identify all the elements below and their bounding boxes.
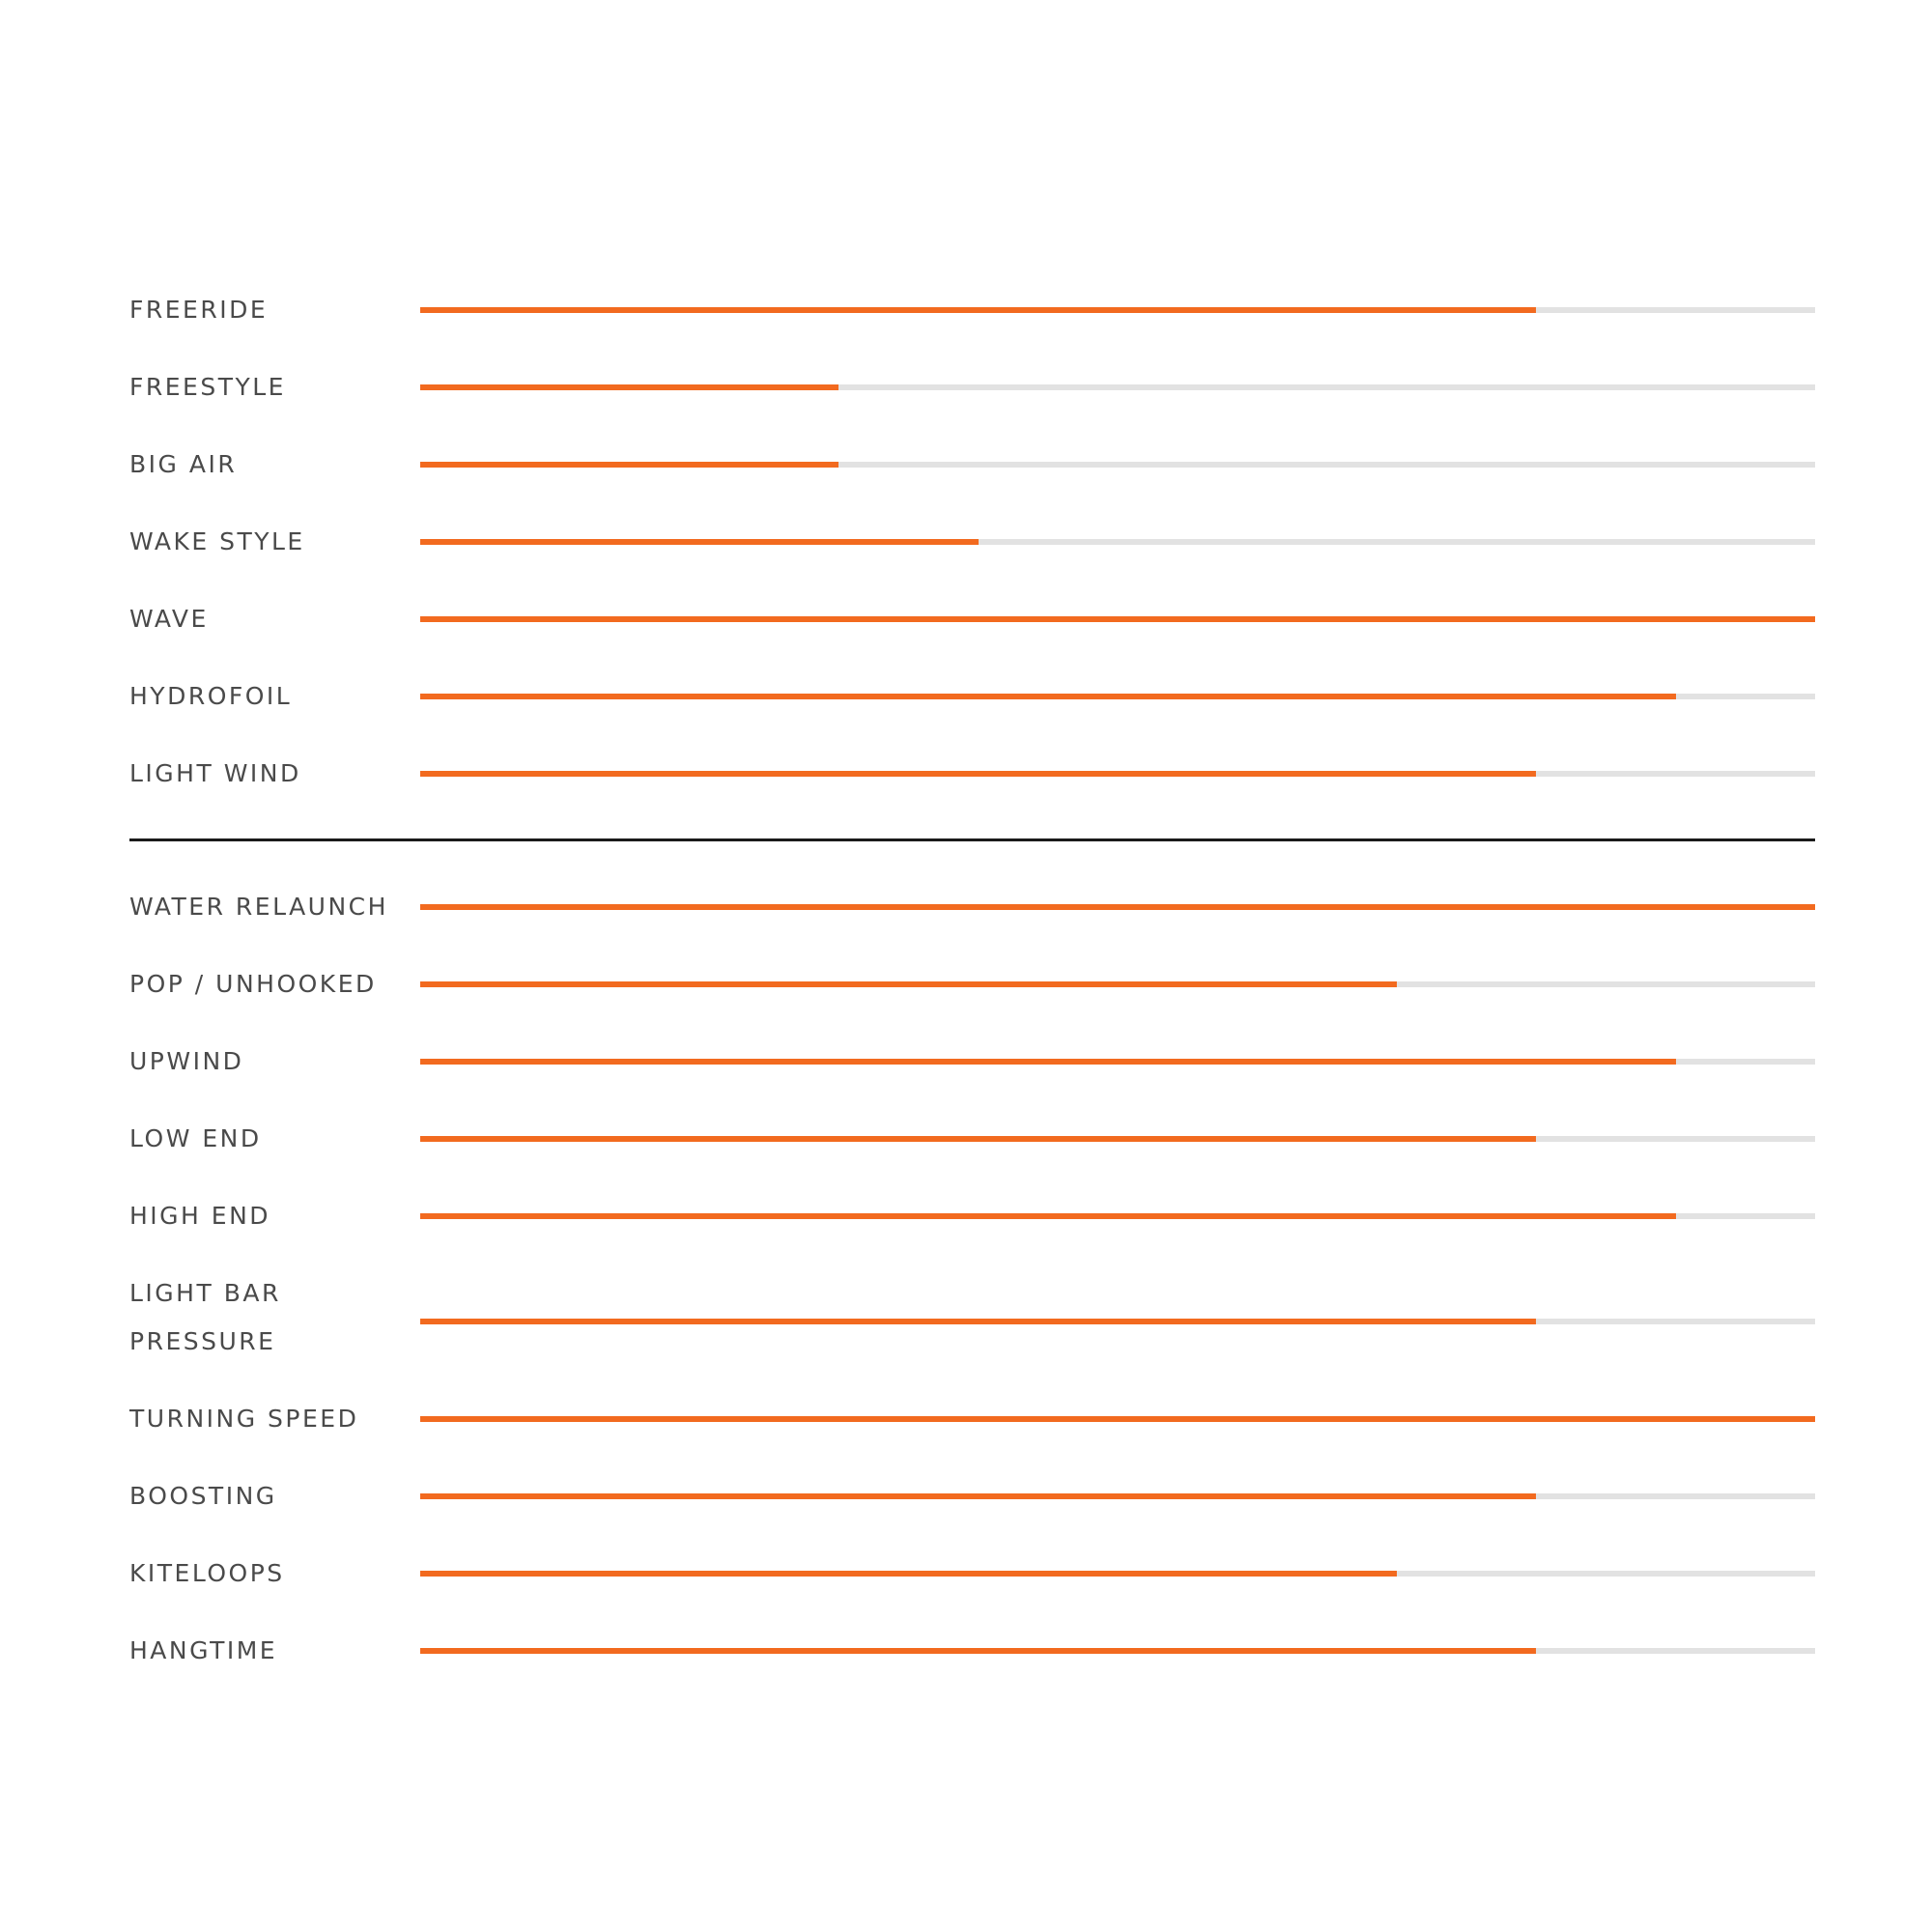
rating-track	[420, 981, 1815, 987]
rating-track	[420, 1213, 1815, 1219]
rating-bar	[420, 904, 1815, 910]
rating-track	[420, 462, 1815, 468]
rating-label: LIGHT BAR PRESSURE	[129, 1279, 281, 1355]
rating-bar	[420, 616, 1815, 622]
rating-label: FREERIDE	[129, 296, 269, 324]
rating-bar	[420, 1059, 1676, 1065]
rating-bar	[420, 539, 979, 545]
rating-label: KITELOOPS	[129, 1559, 285, 1587]
rating-track	[420, 1648, 1815, 1654]
rating-track	[420, 694, 1815, 699]
rating-track	[420, 1059, 1815, 1065]
rating-label: BIG AIR	[129, 450, 238, 478]
rating-track	[420, 904, 1815, 910]
rating-track	[420, 307, 1815, 313]
rating-track	[420, 384, 1815, 390]
rating-label: TURNING SPEED	[129, 1405, 359, 1433]
rating-track	[420, 771, 1815, 777]
rating-label: LIGHT WIND	[129, 759, 301, 787]
group-divider	[129, 838, 1815, 841]
rating-label: HANGTIME	[129, 1636, 278, 1664]
rating-track	[420, 1416, 1815, 1422]
rating-bar	[420, 1136, 1536, 1142]
rating-track	[420, 1571, 1815, 1577]
rating-bar	[420, 384, 838, 390]
rating-track	[420, 1319, 1815, 1324]
rating-bar	[420, 1319, 1536, 1324]
rating-track	[420, 1493, 1815, 1499]
rating-bar	[420, 771, 1536, 777]
rating-label: POP / UNHOOKED	[129, 970, 377, 998]
rating-bar	[420, 1213, 1676, 1219]
rating-label: FREESTYLE	[129, 373, 286, 401]
rating-bar	[420, 462, 838, 468]
rating-label: BOOSTING	[129, 1482, 277, 1510]
rating-track	[420, 539, 1815, 545]
rating-label: UPWIND	[129, 1047, 244, 1075]
rating-bar	[420, 1571, 1397, 1577]
rating-track	[420, 1136, 1815, 1142]
rating-bar	[420, 694, 1676, 699]
rating-bar	[420, 1493, 1536, 1499]
rating-bar	[420, 981, 1397, 987]
rating-label: WAKE STYLE	[129, 527, 305, 555]
rating-bar	[420, 307, 1536, 313]
rating-label: WATER RELAUNCH	[129, 893, 388, 921]
rating-label: WAVE	[129, 605, 209, 633]
rating-track	[420, 616, 1815, 622]
rating-bar	[420, 1416, 1815, 1422]
rating-label: HIGH END	[129, 1202, 271, 1230]
rating-label: HYDROFOIL	[129, 682, 293, 710]
rating-bar	[420, 1648, 1536, 1654]
rating-label: LOW END	[129, 1124, 262, 1152]
